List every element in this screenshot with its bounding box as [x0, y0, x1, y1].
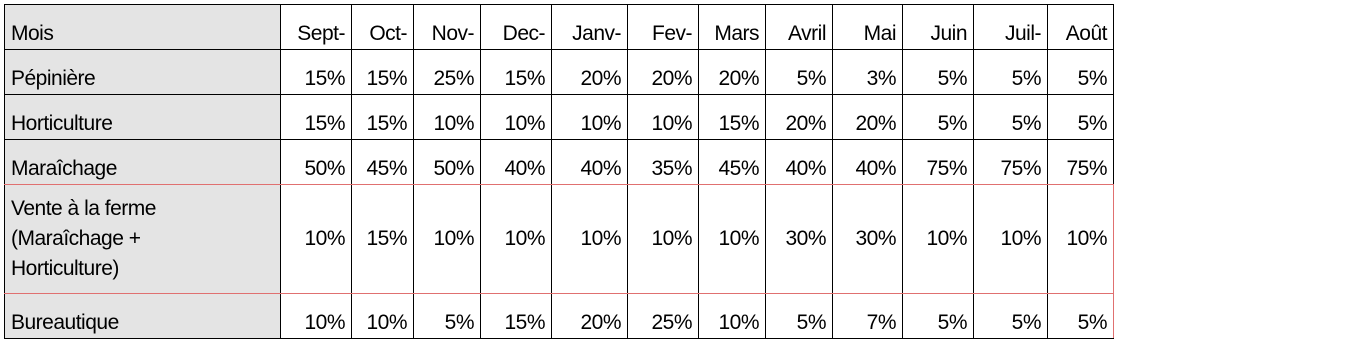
table-cell: 30% — [766, 185, 833, 294]
table-cell: 5% — [974, 95, 1048, 140]
table-cell: 15% — [281, 50, 352, 95]
table-cell: 10% — [699, 185, 766, 294]
header-cell-oct: Oct- — [352, 5, 414, 50]
header-cell-mois: Mois — [5, 5, 281, 50]
table-cell: 15% — [352, 185, 414, 294]
table-cell: 20% — [699, 50, 766, 95]
table-cell: 10% — [481, 185, 552, 294]
table-header-row — [5, 5, 1114, 50]
table-cell: 30% — [833, 185, 903, 294]
table-cell: 20% — [552, 294, 628, 339]
row-label-line: (Maraîchage + — [11, 227, 141, 250]
table-cell: 10% — [414, 95, 481, 140]
row-label — [5, 185, 281, 294]
table-cell: 40% — [766, 140, 833, 185]
table-cell: 40% — [481, 140, 552, 185]
row-label: Horticulture — [5, 95, 281, 140]
table-cell: 10% — [1048, 185, 1114, 294]
table-cell: 5% — [1048, 50, 1114, 95]
table-cell: 10% — [628, 185, 699, 294]
table-row — [5, 185, 1114, 294]
table-cell: 15% — [699, 95, 766, 140]
table-cell: 40% — [552, 140, 628, 185]
table-cell: 5% — [974, 294, 1048, 339]
table-cell: 20% — [833, 95, 903, 140]
row-label: Pépinière — [5, 50, 281, 95]
table-cell: 15% — [481, 294, 552, 339]
table-cell: 75% — [974, 140, 1048, 185]
table-cell: 20% — [552, 50, 628, 95]
row-label: Maraîchage — [5, 140, 281, 185]
table-cell: 10% — [552, 95, 628, 140]
table-cell: 10% — [352, 294, 414, 339]
table-cell: 3% — [833, 50, 903, 95]
table-cell: 45% — [352, 140, 414, 185]
table-cell: 5% — [766, 294, 833, 339]
table-cell: 5% — [903, 50, 974, 95]
table-cell: 25% — [628, 294, 699, 339]
header-cell-mai: Mai — [833, 5, 903, 50]
header-cell-juin: Juin — [903, 5, 974, 50]
table-cell: 5% — [1048, 95, 1114, 140]
header-cell-aout: Août — [1048, 5, 1114, 50]
table-cell: 15% — [481, 50, 552, 95]
table-cell: 5% — [974, 50, 1048, 95]
table-cell: 5% — [903, 294, 974, 339]
table-cell: 50% — [281, 140, 352, 185]
table-row — [5, 95, 1114, 140]
table-cell: 25% — [414, 50, 481, 95]
table-cell: 75% — [903, 140, 974, 185]
table-cell: 10% — [628, 95, 699, 140]
header-cell-avril: Avril — [766, 5, 833, 50]
table-cell: 10% — [552, 185, 628, 294]
table-cell: 10% — [414, 185, 481, 294]
row-label-line: Vente à la ferme — [11, 197, 156, 220]
table-row — [5, 140, 1114, 185]
allocation-table — [4, 4, 1114, 339]
table-cell: 5% — [1048, 294, 1114, 339]
table-cell: 10% — [699, 294, 766, 339]
header-cell-dec: Dec- — [481, 5, 552, 50]
header-cell-nov: Nov- — [414, 5, 481, 50]
table-cell: 50% — [414, 140, 481, 185]
table-cell: 10% — [481, 95, 552, 140]
table-cell: 10% — [281, 294, 352, 339]
header-cell-mars: Mars — [699, 5, 766, 50]
header-cell-sept: Sept- — [281, 5, 352, 50]
table-cell: 20% — [628, 50, 699, 95]
table-cell: 45% — [699, 140, 766, 185]
table-cell: 5% — [903, 95, 974, 140]
table-cell: 15% — [281, 95, 352, 140]
table-cell: 10% — [281, 185, 352, 294]
table-cell: 10% — [903, 185, 974, 294]
table-cell: 35% — [628, 140, 699, 185]
header-cell-juil: Juil- — [974, 5, 1048, 50]
header-cell-janv: Janv- — [552, 5, 628, 50]
table-row — [5, 50, 1114, 95]
table-cell: 40% — [833, 140, 903, 185]
row-label: Bureautique — [5, 294, 281, 339]
header-cell-fev: Fev- — [628, 5, 699, 50]
table-cell: 15% — [352, 95, 414, 140]
table-cell: 5% — [414, 294, 481, 339]
table-cell: 15% — [352, 50, 414, 95]
table-row — [5, 294, 1114, 339]
table-cell: 5% — [766, 50, 833, 95]
table-cell: 20% — [766, 95, 833, 140]
row-label-line: Horticulture) — [11, 257, 119, 280]
table-cell: 75% — [1048, 140, 1114, 185]
table-cell: 10% — [974, 185, 1048, 294]
table-cell: 7% — [833, 294, 903, 339]
